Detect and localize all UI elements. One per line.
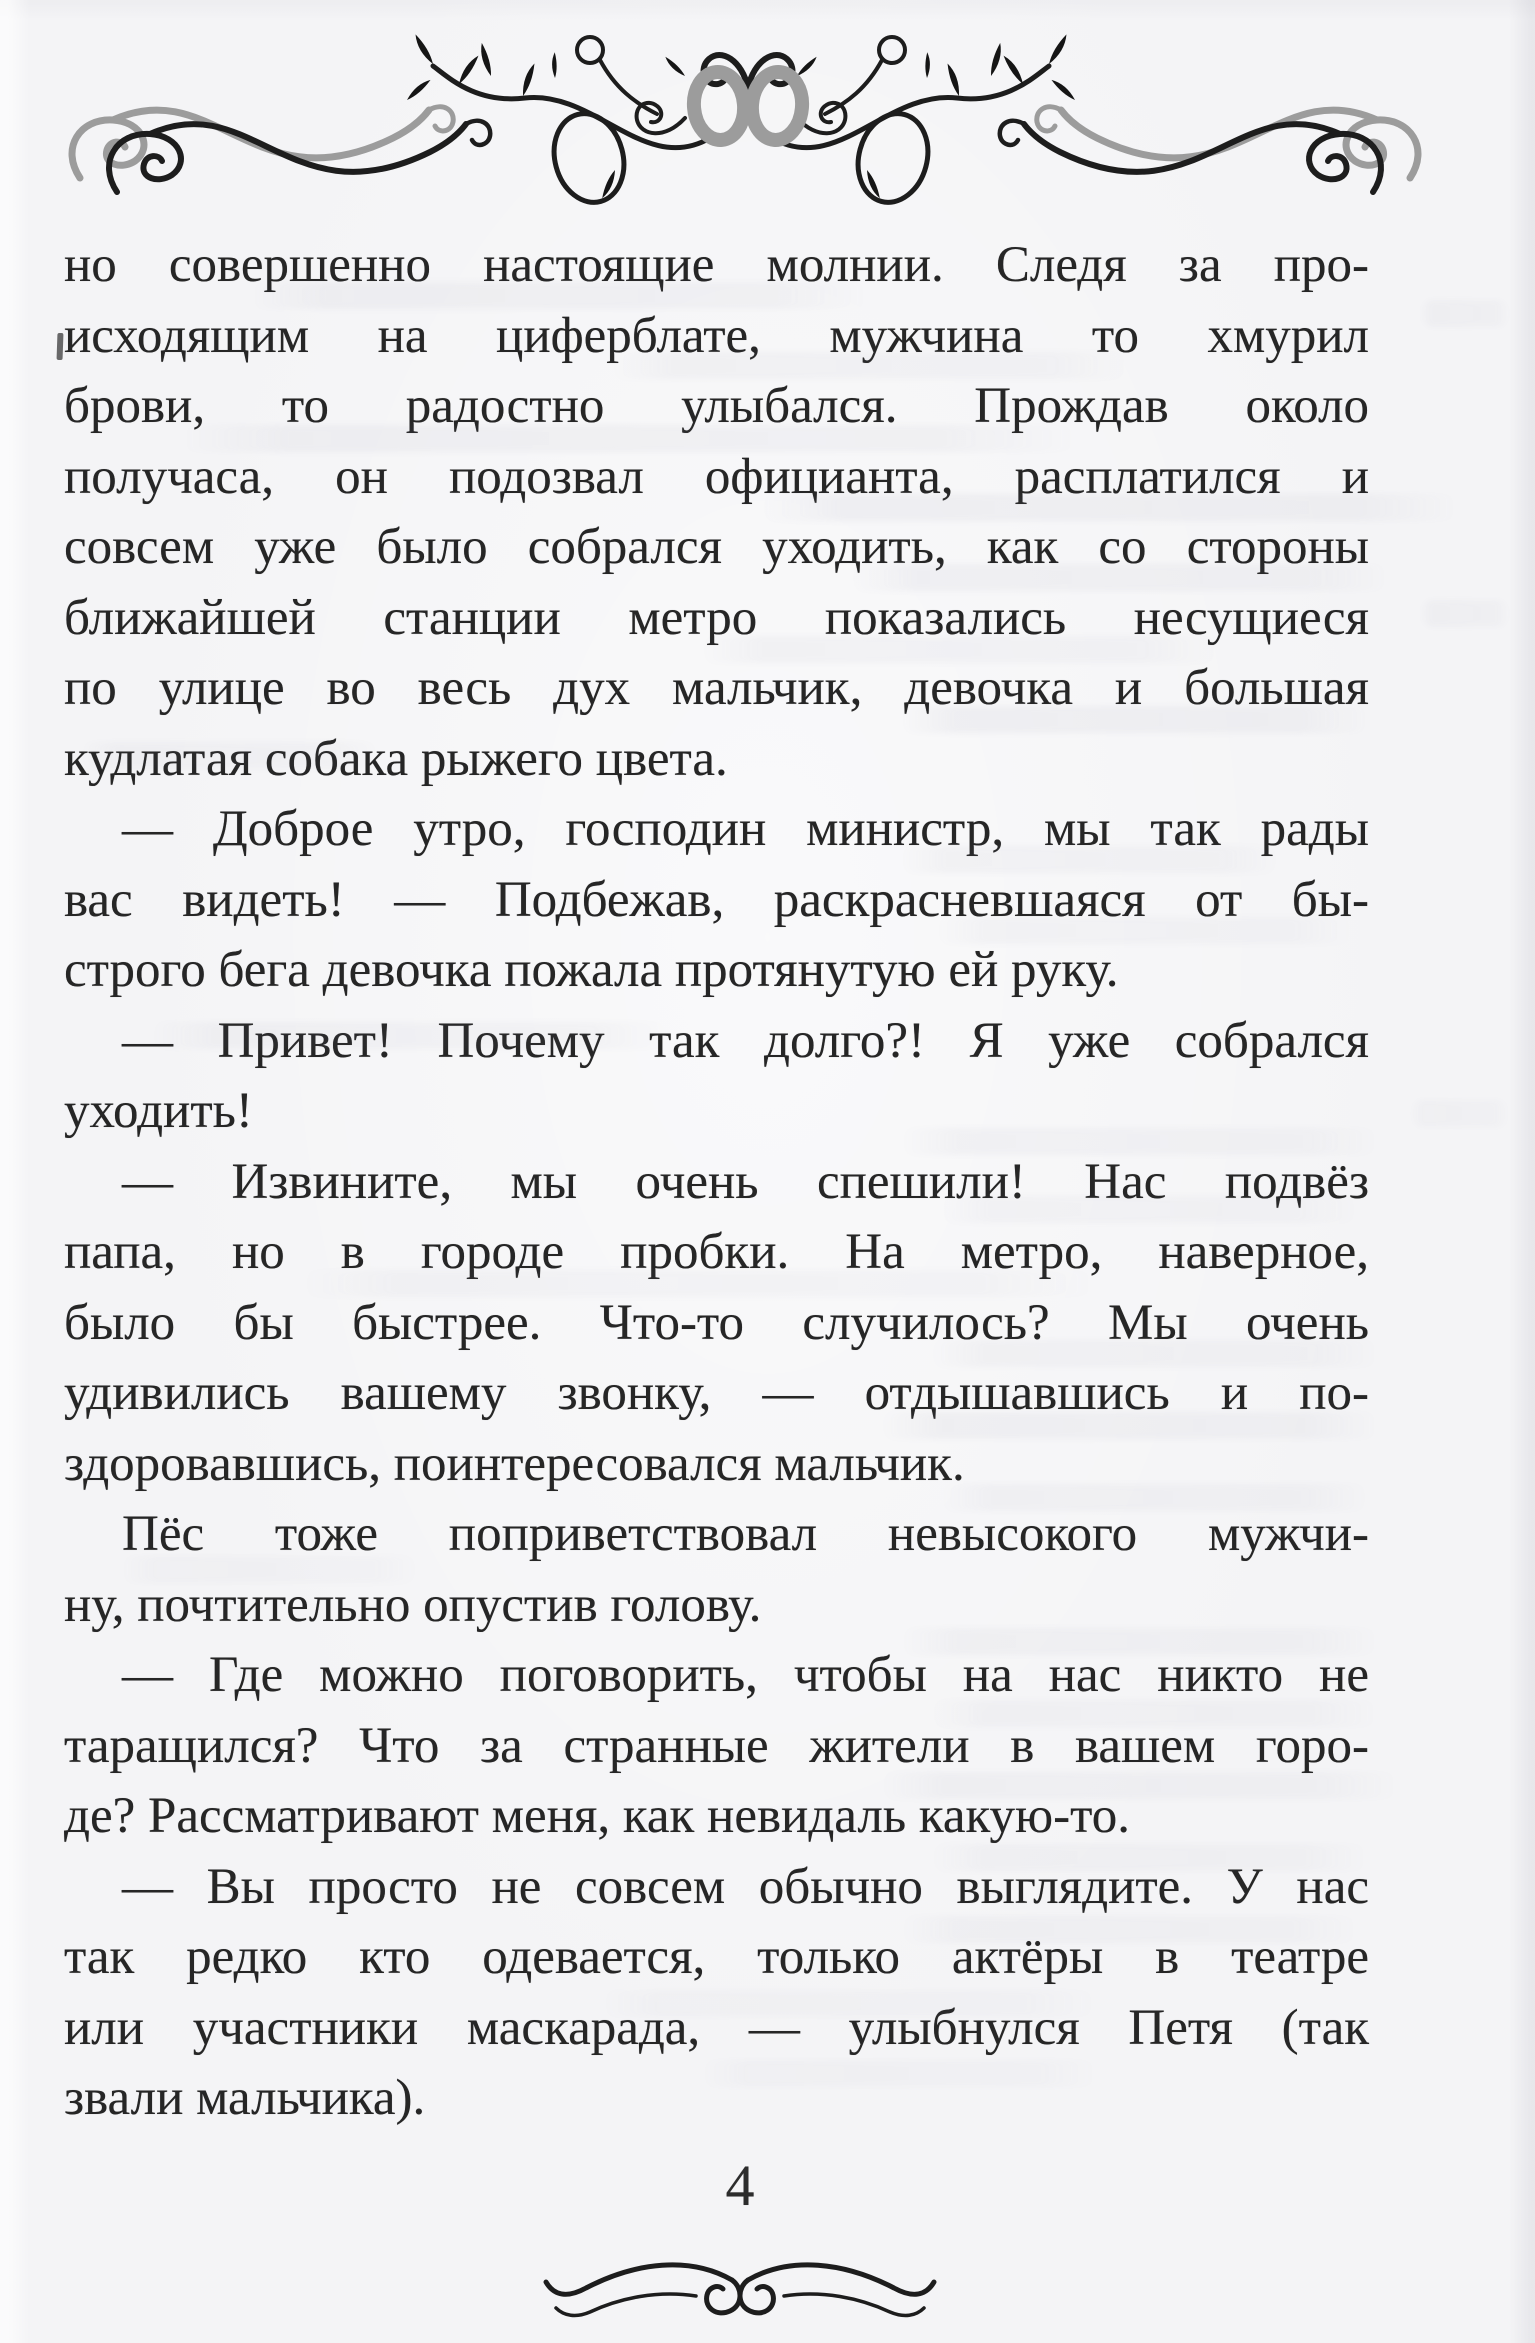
text-line: брови, то радостно улыбался. Прождав около bbox=[64, 378, 1369, 434]
text-line: вас видеть! — Подбежав, раскрасневшаяся от бы- bbox=[64, 871, 1369, 928]
text-line: так редко кто одевается, только актёры в театре bbox=[64, 1929, 1369, 1985]
text-line: — Извините, мы очень спешили! Нас подвёз bbox=[122, 1153, 1369, 1210]
bleed-through-smudge bbox=[1420, 300, 1510, 327]
bleed-through-smudge bbox=[1420, 600, 1510, 627]
text-line: ближайшей станции метро показались несущиеся bbox=[64, 589, 1369, 646]
text-line: папа, но в городе пробки. На метро, наверное, bbox=[64, 1224, 1369, 1280]
text-line: исходящим на циферблате, мужчина то хмурил bbox=[64, 307, 1369, 364]
text-line: звали мальчика). bbox=[64, 2070, 426, 2126]
page-number: 4 bbox=[725, 2153, 755, 2218]
text-line: де? Рассматривают меня, как невидаль какую-то. bbox=[64, 1788, 1130, 1844]
text-line: Пёс тоже поприветствовал невысокого мужчи- bbox=[122, 1506, 1369, 1562]
scan-artifact bbox=[57, 333, 64, 360]
text-line: удивились вашему звонку, — отдышавшись и по- bbox=[64, 1365, 1369, 1421]
text-line: но совершенно настоящие молнии. Следя за про- bbox=[64, 237, 1369, 293]
text-line: — Привет! Почему так долго?! Я уже собрался bbox=[122, 1012, 1369, 1069]
text-line: по улице во весь дух мальчик, девочка и большая bbox=[64, 660, 1369, 716]
text-line: — Вы просто не совсем обычно выглядите. У нас bbox=[122, 1858, 1369, 1915]
top-flourish-ornament bbox=[55, 18, 1435, 218]
bottom-flourish-ornament bbox=[540, 2232, 940, 2342]
text-line: строго бега девочка пожала протянутую ей руку. bbox=[64, 942, 1119, 998]
text-line: ну, почтительно опустив голову. bbox=[64, 1576, 762, 1633]
text-line: уходить! bbox=[64, 1083, 253, 1139]
bleed-through-smudge bbox=[1410, 1100, 1510, 1127]
text-line: или участники маскарада, — улыбнулся Петя (так bbox=[64, 1999, 1369, 2056]
text-line: было бы быстрее. Что-то случилось? Мы очень bbox=[64, 1294, 1369, 1351]
text-line: получаса, он подозвал официанта, расплатился и bbox=[64, 448, 1369, 505]
text-line: таращился? Что за странные жители в вашем горо- bbox=[64, 1717, 1369, 1774]
text-line: — Где можно поговорить, чтобы на нас никто не bbox=[122, 1647, 1369, 1703]
text-line: здоровавшись, поинтересовался мальчик. bbox=[64, 1435, 965, 1492]
text-line: — Доброе утро, господин министр, мы так рады bbox=[122, 801, 1369, 857]
text-line: совсем уже было собрался уходить, как со стороны bbox=[64, 519, 1369, 575]
text-block bbox=[64, 230, 1369, 2134]
text-line: кудлатая собака рыжего цвета. bbox=[64, 730, 728, 787]
